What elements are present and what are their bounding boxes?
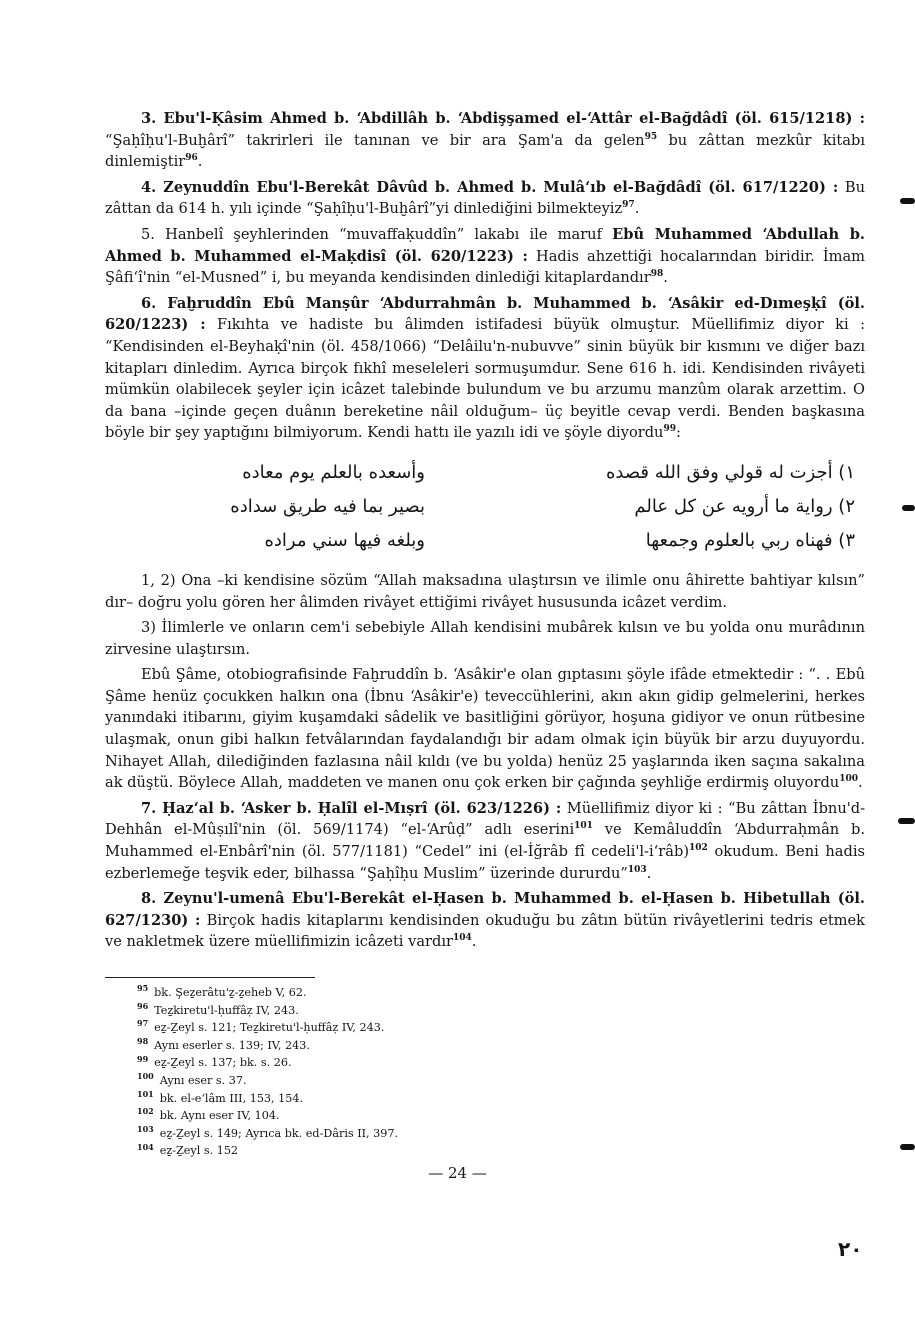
footnote (105, 1054, 865, 1072)
paragraph-lead: 6. Faḫruddîn Ebû Manṣûr ‘Abdurrahmân b. Muhammed b. ‘Asâkir ed-Dımeşḳî (öl. 620/1223) : (105, 294, 865, 334)
paragraph-6 (105, 293, 865, 444)
footnote-text: eẕ-Ẕeyl s. 137; bk. s. 26. (154, 1056, 292, 1070)
scan-edge-mark (900, 198, 915, 204)
paragraph-text: : (676, 424, 681, 442)
footnote-number: 101 (137, 1088, 154, 1099)
footnote (105, 1072, 865, 1090)
paragraph-text: Hadis ahzettiği hocalarından biridir. İmam Şâfi‘î'nin “el-Musned” i, bu meyanda kendisinden dinlediği kitaplardandır (105, 247, 866, 287)
footnote-text: bk. Şeẕerâtu'ẕ-ẕeheb V, 62. (154, 986, 307, 999)
paragraph-text: 3) İlimlerle ve onların cem'i sebebiyle Allah kendisini mubârek kılsın ve bu yolda onu murâdının zirvesine ulaştırsın. (105, 619, 865, 658)
footnote-ref[interactable]: 96 (185, 153, 198, 164)
paragraph-text: “Şaḥîḥu'l-Buḫârî” takrirleri ile tanınan ve bir ara Şam'a da gelen (105, 131, 645, 149)
paragraph-text: bu zâttan mezkûr kitabı dinlemiştir (105, 131, 865, 171)
paragraph-text: . (471, 933, 477, 951)
paragraph-3 (105, 108, 865, 173)
paragraph-text: . (646, 864, 652, 882)
footnote-ref[interactable]: 103 (627, 864, 647, 875)
paragraph-lead: 3. Ebu'l-Ḳâsim Ahmed b. ‘Abdillâh b. ‘Abdişşamed el-‘Attâr el-Bağdâdî (öl. 615/1218) : (141, 110, 865, 127)
scan-edge-mark (902, 505, 915, 511)
paragraph-lead: Ebû Muhammed ‘Abdullah b. Ahmed b. Muhammed el-Maḳdisî (öl. 620/1223) : (105, 225, 865, 265)
footnote-ref[interactable]: 97 (622, 200, 635, 211)
footnote-number: 95 (137, 983, 149, 994)
verse-second-hemistich: وبلغه فيها سني مراده (264, 529, 425, 551)
paragraph-text: okudum. Beni hadis ezberlemeğe teşvik eder, bilhassa “Şaḥîḥu Muslim” üzerinde dururdu” (105, 843, 865, 882)
paragraph-lead: 7. Ḥaz‘al b. ‘Asker b. Ḥalîl el-Mıṣrî (öl. 623/1226) : (141, 799, 562, 817)
footnote-number: 98 (137, 1036, 149, 1047)
footnote-text: eẕ-Ẕeyl s. 149; Ayrıca bk. ed-Dâris II, 397. (159, 1126, 399, 1140)
page-number: — 24 — (428, 1164, 487, 1182)
paragraph-text: Birçok hadis kitaplarını kendisinden okuduğu bu zâtın bütün rivâyetlerini tedris etmek ve nakletmek üzere müellifimizin icâzeti vardır (105, 911, 865, 951)
scan-edge-mark (898, 818, 915, 824)
paragraph-text: 1, 2) Ona –ki kendisine sözüm “Allah maksadına ulaştırsın ve ilimle onu âhirette bahtiyar kılsın” dır– doğru yolu gören her âlimden rivâyet ettiğimi rivâyet hususunda icâzet verdim. (105, 571, 865, 611)
footnote (105, 1125, 865, 1143)
footnote-text: bk. Aynı eser IV, 104. (159, 1109, 280, 1123)
verse-second-hemistich: وأسعده بالعلم يوم معاده (242, 461, 425, 483)
footnote (105, 1090, 865, 1108)
footnote (105, 1037, 865, 1055)
footnote-text: Aynı eserler s. 139; IV, 243. (154, 1038, 310, 1052)
footnote-text: eẕ-Ẕeyl s. 121; Teẕkiretu'l-ḥuffâẓ IV, 243. (154, 1021, 385, 1035)
paragraph-7 (105, 798, 865, 884)
footnote (105, 1107, 865, 1125)
paragraph-text: Fıkıhta ve hadiste bu âlimden istifadesi büyük olmuştur. Müellifimiz diyor ki : “Kendisinden el-Beyhaḳî'nin (öl. 458/1066) “Delâilu'n-nubuvve” sinin büyük bir kısmını ve diğer bazı kitapları dinledim. Ayrıca birçok fıkhî meseleleri sormuşumdur. Sene 616 h. idi. Kendisinden rivâyeti mümkün olabilecek şeyler için icâzet talebinde bulundum ve bu arzumu manzûm olarak arzettim. O da bana –içinde geçen duânın bereketine nâil olduğum– üç beyitle cevap verdi. Benden başkasına böyle bir şey yaptığını bilmiyorum. Kendi hattı ile yazılı idi ve şöyle diyordu (105, 316, 865, 442)
footnote (105, 1019, 865, 1037)
footnote-ref[interactable]: 99 (663, 424, 676, 435)
paragraph-text: . (857, 774, 863, 792)
arabic-page-number: ٢٠ (838, 1237, 863, 1261)
verse-translation-3 (105, 617, 865, 660)
paragraph-8 (105, 888, 865, 953)
footnote-number: 97 (137, 1018, 149, 1029)
verse-second-hemistich: بصير بما فيه طريق سداده (230, 495, 425, 517)
footnote-number: 100 (137, 1071, 154, 1082)
paragraph-text: Bu zâttan da 614 h. yılı içinde “Şaḥîḥu'l-Buḫârî”yi dinlediğini bilmekteyiz (105, 178, 865, 218)
verse-row (105, 490, 865, 524)
verse-first-hemistich: ٢) رواية ما أرويه عن كل عالم (634, 495, 855, 517)
paragraph-text: . (197, 153, 203, 171)
footnote-ref[interactable]: 95 (644, 131, 658, 142)
paragraph-4 (105, 177, 865, 220)
paragraph-text: Ebû Şâme, otobiografisinde Faḫruddîn b. ‘Asâkir'e olan gıptasını şöyle ifâde etmektedir : “. . Ebû Şâme henüz çocukken halkın ona (İbnu ‘Asâkir'e) teveccühlerini, akın akın gidip gelmelerini, herkes yanındaki itibarını, giyim kuşamdaki sâdelik ve basitliğini görüyor, hoşuna gidiyor ve onun rütbesine ulaşmak, onun gibi halkın fetvâlarından faydalandığı bir adam olmak için büyük bir arzu duyuyordu. Nihayet Allah, dilediğinden fazlasına nâil kıldı (ve bu yolda) henüz 25 yaşlarında iken saçına sakalına ak düştü. Böylece Allah, maddeten ve manen onu çok erken bir çağında şeyhliğe erdirmiş oluyordu (105, 666, 865, 792)
footnote-ref[interactable]: 98 (650, 269, 664, 280)
paragraph-text: 5. Hanbelî şeyhlerinden “muvaffaḳuddîn” lakabı ile maruf (141, 225, 613, 243)
arabic-verses (105, 456, 865, 558)
paragraph-abu-shama (105, 664, 865, 794)
paragraph-text: . (663, 269, 668, 287)
verse-first-hemistich: ١) أجزت له قولي وفق الله قصده (605, 461, 855, 483)
footnote-divider (105, 977, 315, 978)
footnote-text: eẕ-Ẕeyl s. 152 (159, 1144, 239, 1158)
footnote-number: 104 (137, 1141, 154, 1152)
footnote-text: bk. el-e‘lâm III, 153, 154. (159, 1091, 304, 1105)
footnote-number: 96 (137, 1000, 149, 1011)
footnote-text: Teẕkiretu'l-ḥuffâẓ IV, 243. (154, 1003, 299, 1017)
paragraph-text: Müellifimiz diyor ki : “Bu zâttan İbnu'd-Dehhân el-Mûṣılî'nin (öl. 569/1174) “el-‘Arûḍ” adlı eserini (105, 799, 866, 839)
footnote-ref[interactable]: 104 (453, 933, 472, 944)
footnote-ref[interactable]: 102 (689, 843, 708, 854)
footnote (105, 1002, 865, 1020)
paragraph-lead: 8. Zeynu'l-umenâ Ebu'l-Berekât el-Ḥasen b. Muhammed b. el-Ḥasen b. Hibetullah (öl. 627/1230) : (105, 890, 865, 929)
footnote (105, 1142, 865, 1160)
page-body (105, 108, 865, 1160)
footnote-ref[interactable]: 100 (839, 774, 858, 785)
verse-translation-1-2 (105, 570, 865, 613)
footnote-number: 102 (137, 1106, 154, 1117)
footnote-number: 99 (137, 1053, 149, 1064)
paragraph-text: ve Kemâluddîn ‘Abdurraḥmân b. Muhammed el-Enbârî'nin (öl. 577/1181) “Cedel” ini (el-İğrâb fî cedeli'l-i‘râb) (105, 821, 865, 861)
footnote (105, 984, 865, 1002)
footnote-ref[interactable]: 101 (574, 821, 593, 832)
verse-first-hemistich: ٣) فهناه ربي بالعلوم وجمعها (645, 529, 855, 551)
verse-row (105, 524, 865, 558)
verse-row (105, 456, 865, 490)
paragraph-text: . (634, 200, 640, 218)
paragraph-5 (105, 224, 865, 289)
scan-edge-mark (900, 1144, 915, 1150)
footnote-number: 103 (137, 1124, 154, 1135)
paragraph-lead: 4. Zeynuddîn Ebu'l-Berekât Dâvûd b. Ahmed b. Mulâ‘ıb el-Bağdâdî (öl. 617/1220) : (141, 178, 839, 196)
footnote-text: Aynı eser s. 37. (159, 1073, 247, 1087)
footnotes (105, 984, 865, 1160)
